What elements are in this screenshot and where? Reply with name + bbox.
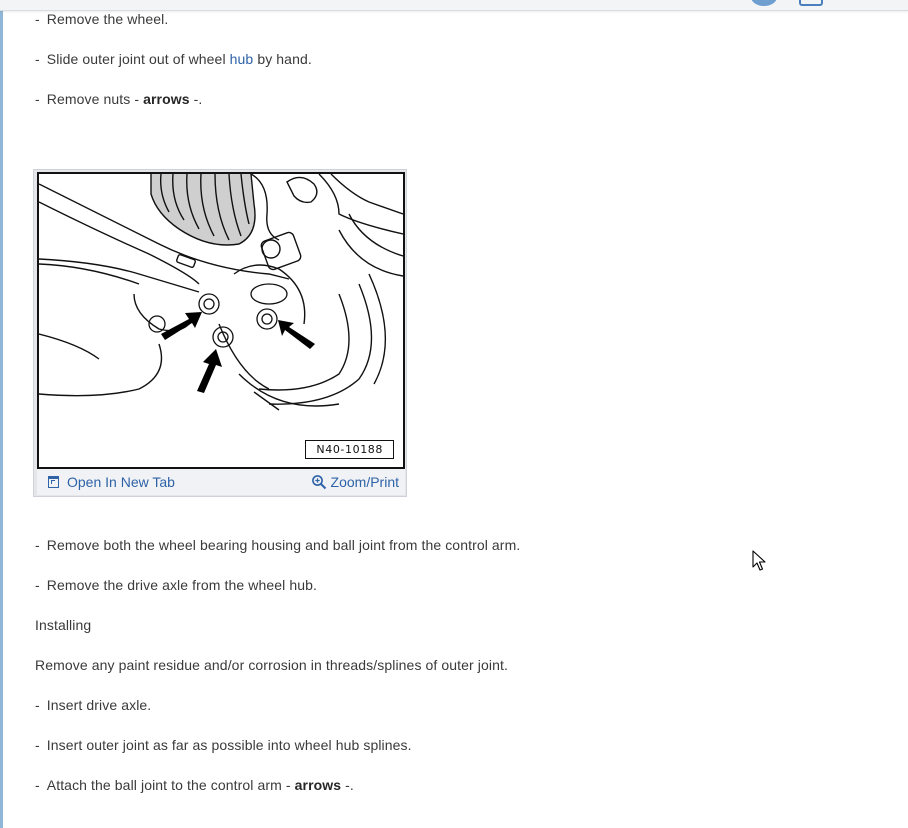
toolbar-icon[interactable] [799, 0, 823, 6]
step-slide-outer-joint: - Slide outer joint out of wheel hub by hand. [35, 51, 312, 67]
arrow-bottom [197, 349, 222, 393]
figure-code-label: N40-10188 [305, 440, 394, 459]
step-insert-outer-joint: - Insert outer joint as far as possible into wheel hub splines. [35, 737, 412, 753]
step-remove-housing: - Remove both the wheel bearing housing and ball joint from the control arm. [35, 537, 521, 553]
nut-drawings [149, 284, 287, 347]
open-in-new-tab-button[interactable] [48, 474, 175, 490]
open-in-new-tab-label: Open In New Tab [67, 474, 175, 490]
open-in-new-tab-icon [48, 476, 59, 488]
cv-boot-drawing [151, 174, 255, 245]
installing-heading: Installing [35, 617, 92, 633]
installing-note: Remove any paint residue and/or corrosion in threads/splines of outer joint. [35, 657, 508, 673]
step-attach-ball-joint: - Attach the ball joint to the control arm - arrows -. [35, 777, 354, 793]
window-left-edge [0, 0, 3, 828]
suspension-diagram [39, 174, 403, 467]
step-remove-wheel: - Remove the wheel. [35, 11, 169, 27]
user-avatar-icon[interactable] [751, 0, 777, 6]
step-remove-drive-axle: - Remove the drive axle from the wheel hub. [35, 577, 318, 593]
zoom-print-label: Zoom/Print [330, 474, 399, 490]
arrow-left [161, 312, 202, 340]
magnifier-zoom-icon [311, 474, 327, 490]
arrow-markers [161, 312, 315, 393]
hub-link[interactable]: hub [229, 51, 254, 67]
zoom-print-button[interactable] [311, 474, 399, 490]
arrow-right [278, 320, 315, 349]
figure-illustration[interactable] [37, 172, 405, 469]
step-remove-nuts: - Remove nuts - arrows -. [35, 91, 203, 107]
step-insert-drive-axle: - Insert drive axle. [35, 697, 152, 713]
figure-toolbar [37, 469, 405, 495]
mouse-pointer-icon [752, 550, 766, 572]
figure-container [33, 169, 407, 497]
